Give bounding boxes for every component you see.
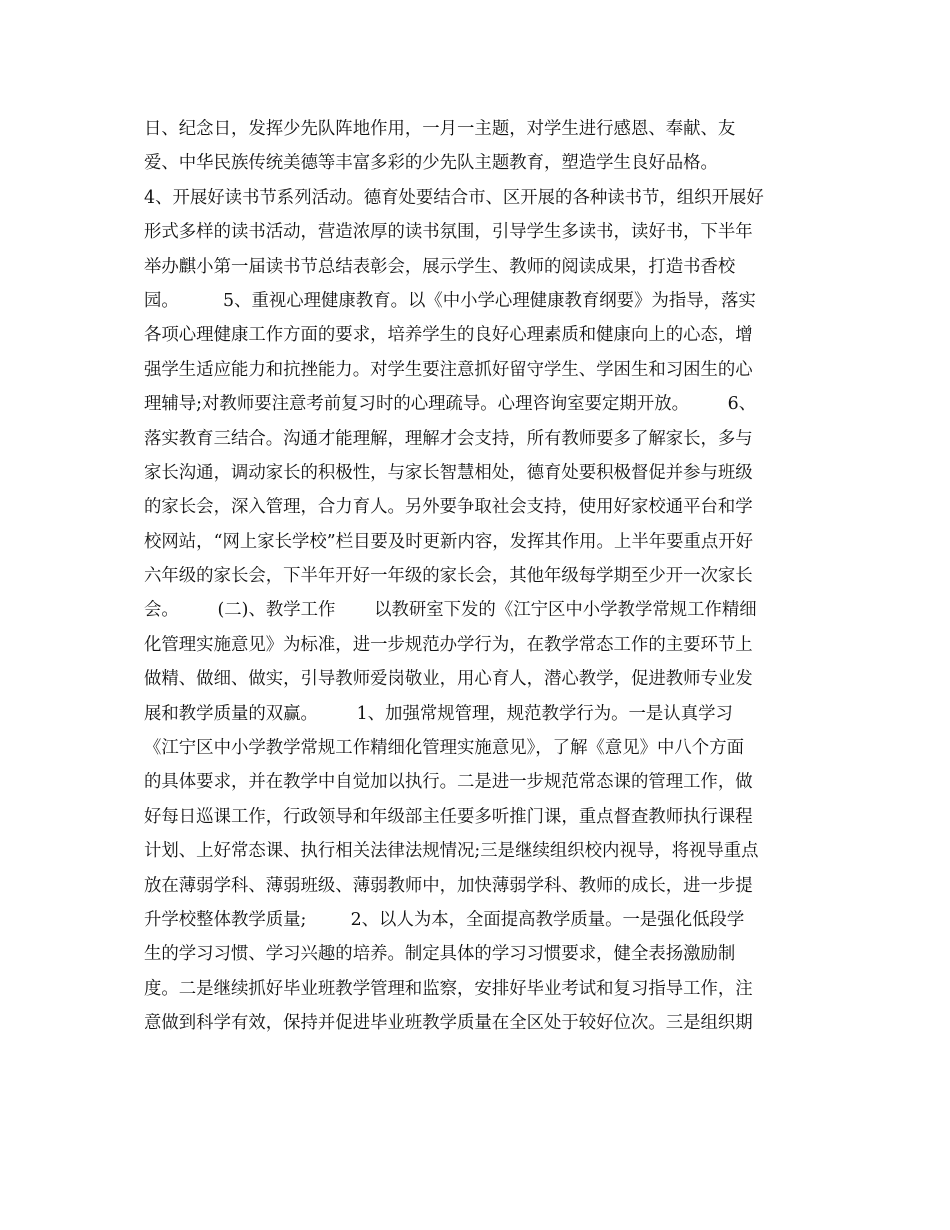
text-line: 生的学习习惯、学习兴趣的培养。制定具体的学习习惯要求，健全表扬激励制: [144, 944, 736, 965]
text-line: 强学生适应能力和抗挫能力。对学生要注意抓好留守学生、学困生和习困生的心: [144, 359, 753, 380]
text-line: 落实教育三结合。沟通才能理解，理解才会支持，所有教师要多了解家长，多与: [144, 428, 753, 449]
text-line: 度。二是继续抓好毕业班教学管理和监察，安排好毕业考试和复习指导工作，注: [144, 978, 753, 999]
text-line: 会。 (二)、教学工作 以教研室下发的《江宁区中小学教学常规工作精细: [144, 600, 757, 621]
text-line: 放在薄弱学科、薄弱班级、薄弱教师中，加快薄弱学科、教师的成长，进一步提: [144, 875, 753, 896]
text-line: 各项心理健康工作方面的要求，培养学生的良好心理素质和健康向上的心态，增: [144, 325, 753, 346]
text-line: 好每日巡课工作，行政领导和年级部主任要多听推门课，重点督查教师执行课程: [144, 806, 753, 827]
text-line: 家长沟通，调动家长的积极性，与家长智慧相处，德育处要积极督促并参与班级: [144, 462, 753, 483]
text-line: 园。 5、重视心理健康教育。以《中小学心理健康教育纲要》为指导，落实: [144, 290, 756, 311]
text-line: 的家长会，深入管理，合力育人。另外要争取社会支持，使用好家校通平台和学: [144, 497, 753, 518]
text-line: 六年级的家长会，下半年开好一年级的家长会，其他年级每学期至少开一次家长: [144, 566, 753, 587]
text-line: 做精、做细、做实，引导教师爱岗敬业，用心育人，潜心教学，促进教师专业发: [144, 669, 753, 690]
text-line: 日、纪念日，发挥少先队阵地作用，一月一主题，对学生进行感恩、奉献、友: [144, 119, 736, 139]
text-line: 4、开展好读书节系列活动。德育处要结合市、区开展的各种读书节，组织开展好: [144, 187, 764, 208]
text-line: 理辅导;对教师要注意考前复习时的心理疏导。心理咨询室要定期开放。 6、: [144, 394, 757, 415]
text-line: 举办麒小第一届读书节总结表彰会，展示学生、教师的阅读成果，打造书香校: [144, 256, 736, 277]
text-line: 化管理实施意见》为标准，进一步规范办学行为，在教学常态工作的主要环节上: [144, 634, 753, 655]
text-line: 升学校整体教学质量; 2、以人为本，全面提高教学质量。一是强化低段学: [144, 909, 745, 930]
text-line: 形式多样的读书活动，营造浓厚的读书氛围，引导学生多读书，读好书，下半年: [144, 222, 753, 243]
text-line: 爱、中华民族传统美德等丰富多彩的少先队主题教育，塑造学生良好品格。: [144, 153, 718, 174]
text-line: 校网站，“网上家长学校”栏目要及时更新内容，发挥其作用。上半年要重点开好: [144, 531, 754, 552]
text-line: 的具体要求，并在教学中自觉加以执行。二是进一步规范常态课的管理工作，做: [144, 772, 753, 793]
document-body: [144, 112, 824, 1041]
text-line: 展和教学质量的双赢。 1、加强常规管理，规范教学行为。一是认真学习: [144, 703, 733, 724]
text-line: 《江宁区中小学教学常规工作精细化管理实施意见》，了解《意见》中八个方面: [144, 738, 744, 759]
text-line: 计划、上好常态课、执行相关法律法规情况;三是继续组织校内视导，将视导重点: [144, 841, 759, 862]
text-line: 意做到科学有效，保持并促进毕业班教学质量在全区处于较好位次。三是组织期: [144, 1013, 753, 1034]
